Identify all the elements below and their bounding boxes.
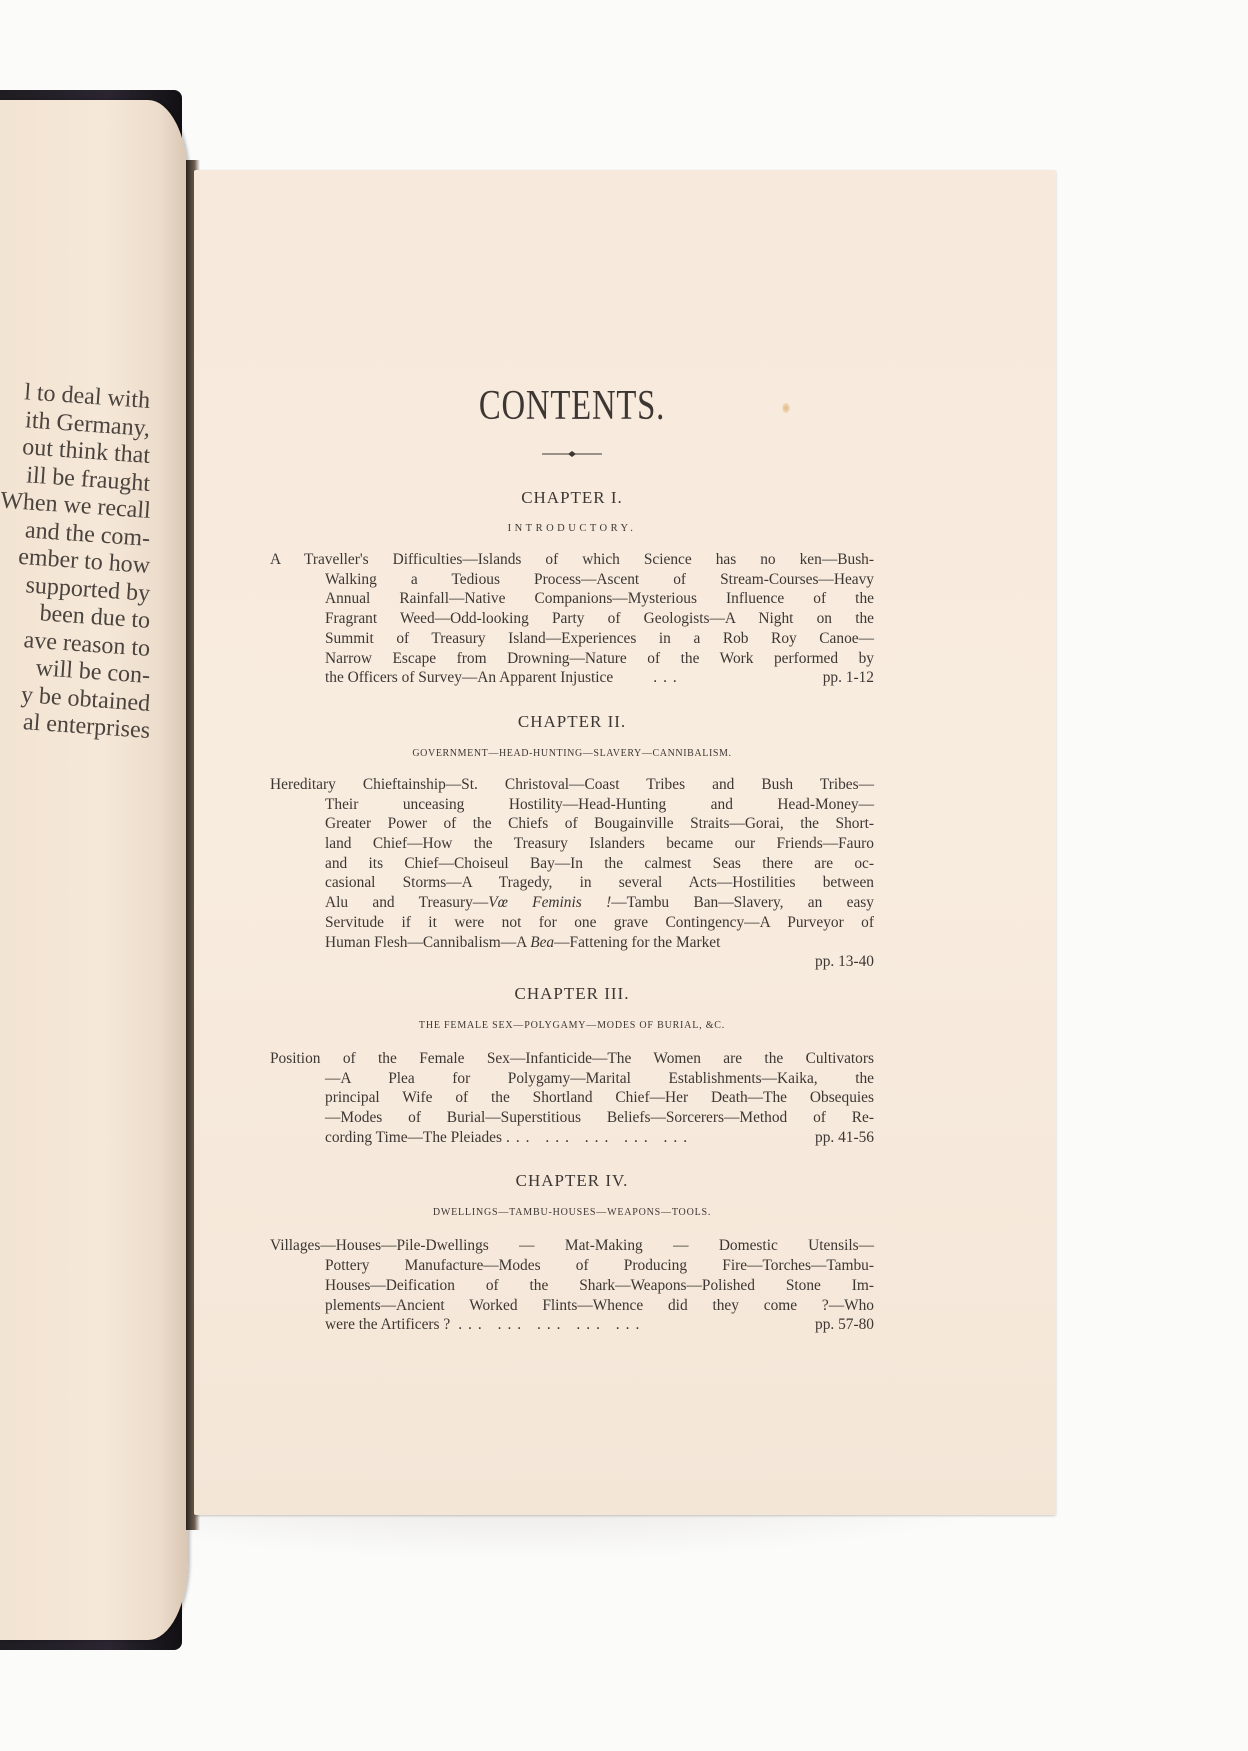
page-range: pp. 13-40 bbox=[815, 953, 874, 971]
contents-page bbox=[270, 382, 874, 1335]
summary-line: Houses—Deification of the Shark—Weapons—Polished Stone Im- bbox=[325, 1276, 874, 1294]
summary-line: Summit of Treasury Island—Experiences in a Rob Roy Canoe— bbox=[325, 629, 874, 647]
summary-italic: Bea bbox=[530, 933, 555, 951]
left-line: ill be fraught bbox=[25, 461, 151, 497]
summary-line: Narrow Escape from Drowning—Nature of the Work performed by bbox=[325, 649, 874, 667]
chapter-subtitle: INTRODUCTORY. bbox=[507, 523, 637, 534]
summary-italic: Vœ Feminis ! bbox=[488, 894, 612, 912]
summary-line: —A Plea for Polygamy—Marital Establishments—Kaika, the bbox=[325, 1069, 874, 1087]
dot-leader: ... bbox=[653, 669, 683, 687]
summary-line: and its Chief—Choiseul Bay—In the calmest Seas there are oc- bbox=[325, 854, 874, 872]
summary-text: were the Artificers ? bbox=[325, 1316, 451, 1334]
chapter-heading: CHAPTER I. bbox=[521, 488, 623, 507]
chapter-heading: CHAPTER IV. bbox=[515, 1171, 629, 1191]
summary-text: cording Time—The Pleiades bbox=[325, 1128, 502, 1146]
chapter-1 bbox=[270, 488, 874, 688]
divider-ornament bbox=[542, 450, 602, 458]
summary-line: Fragrant Weed—Odd-looking Party of Geologists—A Night on the bbox=[325, 610, 874, 628]
chapter-3 bbox=[270, 984, 874, 1148]
left-line: When we recall bbox=[0, 487, 152, 525]
dot-leader: ... ... ... ... ... bbox=[505, 1128, 694, 1146]
summary-line: plements—Ancient Worked Flints—Whence did they come ?—Who bbox=[325, 1296, 874, 1314]
left-line: ave reason to bbox=[22, 626, 151, 662]
summary-text: Alu and Treasury— bbox=[325, 894, 489, 912]
summary-line bbox=[270, 668, 874, 688]
chapter-subtitle: GOVERNMENT—HEAD-HUNTING—SLAVERY—CANNIBALISM. bbox=[412, 747, 732, 759]
chapter-summary bbox=[270, 1049, 874, 1148]
summary-line: Position of the Female Sex—Infanticide—The Women are the Cultivators bbox=[270, 1049, 874, 1067]
summary-line: Annual Rainfall—Native Companions—Mysterious Influence of the bbox=[325, 590, 874, 608]
left-page bbox=[0, 100, 188, 1640]
summary-line: principal Wife of the Shortland Chief—Her Death—The Obsequies bbox=[325, 1089, 874, 1107]
chapter-heading: CHAPTER II. bbox=[517, 711, 627, 731]
summary-line: Walking a Tedious Process—Ascent of Stream-Courses—Heavy bbox=[325, 570, 874, 588]
page-range: pp. 57-80 bbox=[815, 1316, 874, 1334]
left-line: been due to bbox=[38, 600, 151, 634]
page-title: CONTENTS. bbox=[478, 383, 666, 429]
summary-text: —Tambu Ban—Slavery, an easy bbox=[611, 894, 874, 912]
chapter-4 bbox=[270, 1171, 874, 1335]
summary-line: Hereditary Chieftainship—St. Christoval—Coast Tribes and Bush Tribes— bbox=[270, 775, 874, 793]
left-line: will be con- bbox=[34, 655, 151, 689]
summary-text: —Fattening for the Market bbox=[554, 933, 721, 951]
summary-line: land Chief—How the Treasury Islanders became our Friends—Fauro bbox=[325, 835, 874, 853]
summary-line: —Modes of Burial—Superstitious Beliefs—Sorcerers—Method of Re- bbox=[325, 1109, 874, 1127]
summary-line: Their unceasing Hostility—Head-Hunting and Head-Money— bbox=[325, 795, 874, 813]
summary-line: Servitude if it were not for one grave Contingency—A Purveyor of bbox=[325, 913, 874, 931]
page-range: pp. 41-56 bbox=[815, 1128, 874, 1146]
left-line: out think that bbox=[21, 434, 151, 469]
left-line: supported by bbox=[24, 571, 151, 607]
left-page-text bbox=[0, 379, 152, 746]
summary-line bbox=[270, 1315, 874, 1335]
chapter-summary bbox=[270, 550, 874, 688]
left-line: al enterprises bbox=[22, 709, 151, 744]
page-range: pp. 1-12 bbox=[822, 669, 874, 687]
chapter-2 bbox=[270, 712, 874, 972]
summary-text: the Officers of Survey—An Apparent Injustice bbox=[325, 669, 614, 687]
summary-line bbox=[270, 893, 874, 913]
summary-line bbox=[270, 1128, 874, 1148]
chapter-subtitle: THE FEMALE SEX—POLYGAMY—MODES OF BURIAL, &C. bbox=[418, 1019, 726, 1031]
summary-line: Villages—Houses—Pile-Dwellings — Mat-Making — Domestic Utensils— bbox=[270, 1237, 874, 1255]
left-line: y be obtained bbox=[20, 681, 151, 717]
left-line: l to deal with bbox=[23, 379, 151, 414]
chapter-heading: CHAPTER III. bbox=[514, 983, 630, 1003]
summary-line: Pottery Manufacture—Modes of Producing Fire—Torches—Tambu- bbox=[325, 1257, 874, 1275]
summary-line bbox=[270, 933, 874, 953]
summary-text: Human Flesh—Cannibalism—A bbox=[325, 933, 531, 951]
chapter-summary bbox=[270, 1236, 874, 1335]
summary-line: A Traveller's Difficulties—Islands of which Science has no ken—Bush- bbox=[270, 551, 874, 568]
chapter-subtitle: DWELLINGS—TAMBU-HOUSES—WEAPONS—TOOLS. bbox=[432, 1207, 712, 1219]
dot-leader: ... ... ... ... ... bbox=[458, 1316, 646, 1334]
summary-line: Greater Power of the Chiefs of Bougainville Straits—Gorai, the Short- bbox=[325, 815, 874, 833]
left-line: ember to how bbox=[17, 543, 151, 579]
left-line: ith Germany, bbox=[24, 406, 151, 442]
left-line: and the com- bbox=[24, 516, 151, 552]
summary-line: casional Storms—A Tragedy, in several Acts—Hostilities between bbox=[325, 874, 874, 892]
chapter-summary bbox=[270, 775, 874, 972]
